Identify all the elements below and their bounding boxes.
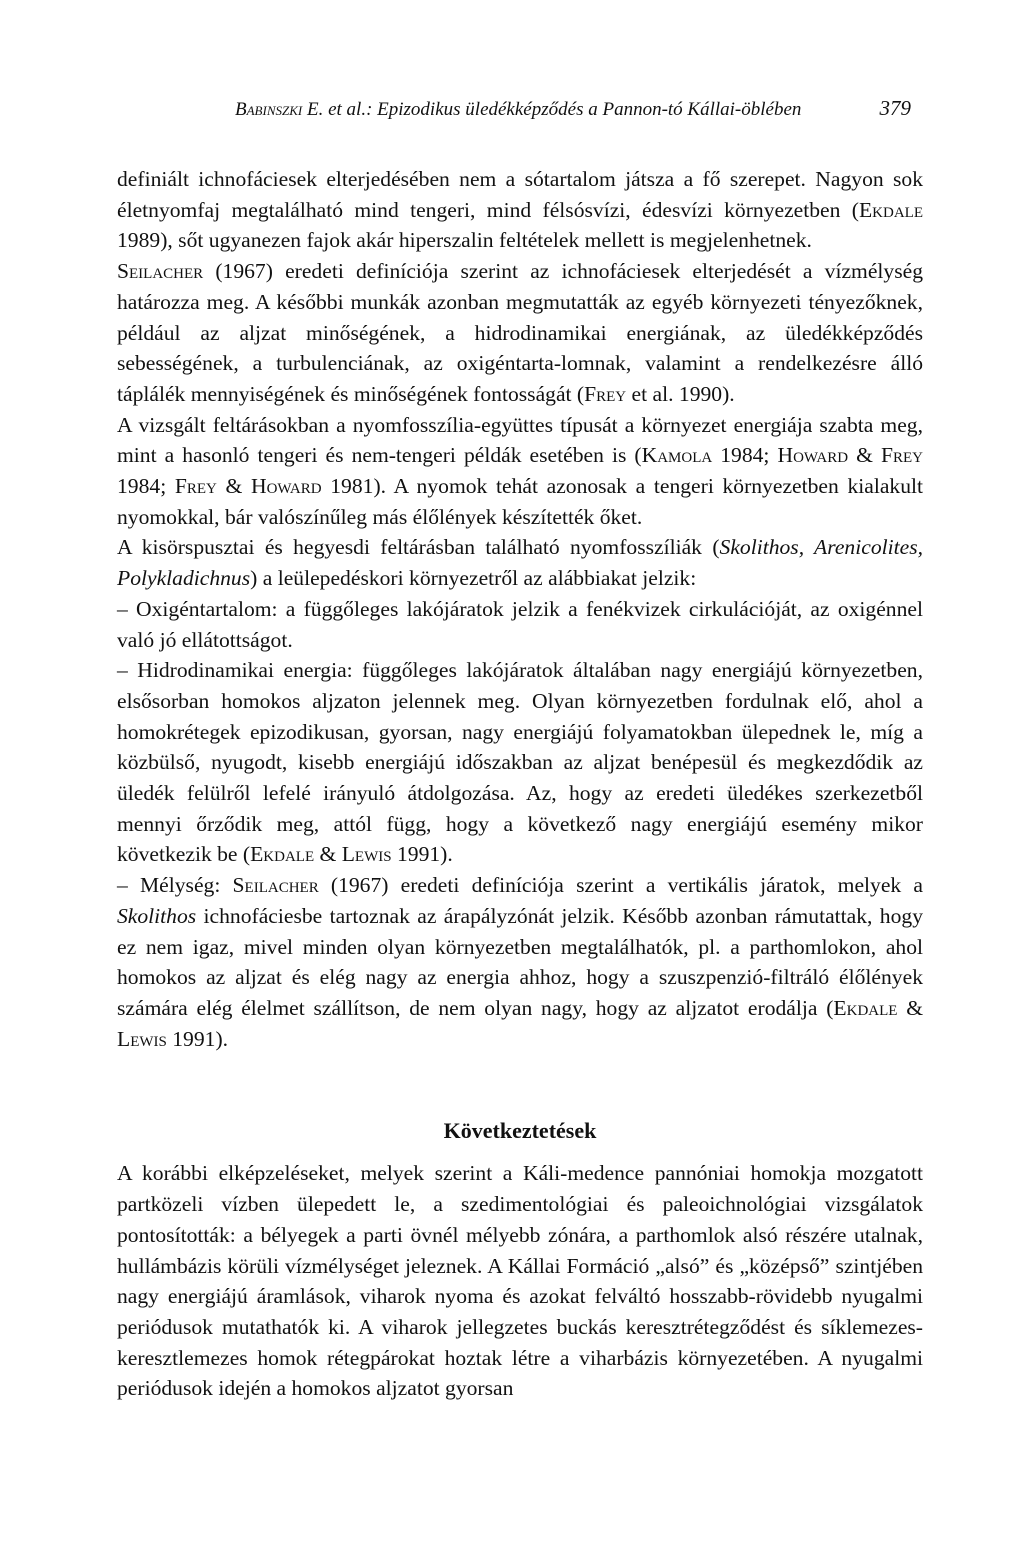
paragraph-3 bbox=[117, 410, 923, 533]
paragraph-4 bbox=[117, 532, 923, 593]
citation-author: Kamola bbox=[641, 443, 713, 468]
running-head-author-rest: E. et al.: bbox=[302, 99, 378, 120]
running-head-author: Babinszki bbox=[235, 99, 303, 120]
paragraph-4-text: A kisörspusztai és hegyesdi feltárásban található nyomfosszíliák ( bbox=[117, 535, 720, 560]
text-fragment: 1991). bbox=[391, 842, 453, 867]
citation-author: Ekdale bbox=[858, 197, 923, 222]
citation-author: Lewis bbox=[117, 1026, 167, 1051]
paragraph-4-end: ) a leülepedéskori környezetről az alábbiakat jelzik: bbox=[250, 566, 697, 591]
list-item-hydrodynamic bbox=[117, 655, 923, 870]
taxon-names: Skolithos, Arenicolites, Polykladichnus bbox=[117, 535, 923, 591]
paragraph-1 bbox=[117, 164, 923, 256]
taxon-name: Skolithos bbox=[117, 903, 197, 928]
running-head-title bbox=[235, 98, 801, 122]
paragraph-3-text: A vizsgált feltárásokban a nyomfosszília-együttes típusát a környezet energiája szabta meg, mint a hasonló tengeri és nem-tengeri példák esetében is ( bbox=[117, 412, 923, 468]
text-fragment: & bbox=[216, 474, 251, 499]
text-fragment: & bbox=[897, 995, 923, 1020]
text-fragment: 1991). bbox=[166, 1026, 229, 1051]
citation-author: Ekdale bbox=[250, 842, 315, 867]
text-fragment: & bbox=[314, 842, 342, 867]
citation-author: Seilacher bbox=[232, 873, 319, 898]
paragraph-3-end: 1981). A nyomok tehát azonosak a tengeri környezetben kialakult nyomokkal, bár valószínűleg más élőlények készítették őket. bbox=[117, 474, 924, 529]
paragraph-2-end: et al. 1990). bbox=[626, 381, 735, 406]
page bbox=[117, 98, 923, 1404]
citation-author: Frey bbox=[584, 381, 627, 406]
running-head bbox=[117, 98, 923, 128]
citation-author: Ekdale bbox=[833, 995, 898, 1020]
paragraph-2 bbox=[117, 256, 923, 410]
paragraph-1-text: definiált ichnofáciesek elterjedésében nem a sótartalom játsza a fő szerepet. Nagyon sok életnyomfaj megtalálható mind tengeri, mind félsósvízi, édesvízi környezetben ( bbox=[117, 167, 923, 222]
text-fragment: (1967) eredeti definíciója szerint a vertikális járatok, melyek a bbox=[318, 873, 923, 898]
text-fragment: ichnofáciesbe tartoznak az árapályzónát jelzik. Később azonban rámutattak, hogy ez nem igaz, mivel minden olyan környezetben megtalálhatók, pl. a parthomlokon, ahol homokos az aljzat és elég nagy az energia ahhoz, hogy a szuszpenzió-filtráló élőlények számára elég élelmet szállítson, de nem olyan nagy, hogy az aljzatot erodálja ( bbox=[117, 903, 923, 1020]
page-number: 379 bbox=[879, 96, 911, 120]
body-text bbox=[117, 164, 923, 1404]
citation-author: Frey bbox=[880, 443, 923, 468]
text-fragment: 1984; bbox=[712, 443, 778, 468]
section-heading: Következtetések bbox=[443, 1118, 597, 1144]
citation-author: Frey bbox=[174, 474, 217, 499]
paragraph-2-text: (1967) eredeti definíciója szerint az ichnofáciesek elterjedését a vízmélység határozza meg. A későbbi munkák azonban megmutatták az egyéb környezeti tényezőknek, például az aljzat minőségének, a hidrodinamikai energiának, az üledékképződés sebességének, a turbulenciának, az oxigéntarta-lomnak, valamint a rendelkezésre álló táplálék mennyiségének és minőségének fontosságát ( bbox=[117, 259, 923, 406]
list-item-depth-text: – Mélység: bbox=[117, 873, 233, 898]
list-item-oxygen: – Oxigéntartalom: a függőleges lakójáratok jelzik a fenékvizek cirkulációját, az oxigénnel való jó ellátottságot. bbox=[117, 596, 923, 652]
citation-author: Howard bbox=[251, 474, 322, 499]
citation-author: Howard bbox=[777, 443, 849, 468]
text-fragment: 1984; bbox=[117, 474, 175, 499]
list-item-hydrodynamic-text: – Hidrodinamikai energia: függőleges lakójáratok általában nagy energiájú környezetben, elsősorban homokos aljzaton jelennek meg. Olyan környezetben fordulnak elő, ahol a homokrétegek epizodikusan, gyorsan, nagy energiájú folyamatokban ülepednek le, míg a közbülső, nyugodt, kisebb energiájú időszakban az aljzat benépesül és megkezdődik az üledék felülről lefelé irányuló átdolgozása. Az, hogy az eredeti üledékes szerkezetből mennyi őrződik meg, attól függ, hogy a következő nagy energiájú esemény mikor következik be ( bbox=[117, 658, 923, 867]
citation-author: Seilacher bbox=[117, 259, 204, 284]
citation-author: Lewis bbox=[341, 842, 392, 867]
text-fragment: & bbox=[848, 443, 881, 468]
list-item-depth bbox=[117, 870, 923, 1054]
running-head-article-title: Epizodikus üledékképződés a Pannon-tó Kállai-öblében bbox=[377, 99, 802, 120]
paragraph-1-end: 1989), sőt ugyanezen fajok akár hiperszalin feltételek mellett is megjelenhetnek. bbox=[117, 228, 812, 253]
conclusions-paragraph: A korábbi elképzeléseket, melyek szerint a Káli-medence pannóniai homokja mozgatott partközeli vízben ülepedett le, a szedimentológiai és paleoichnológiai vizsgálatok pontosították: a bélyegek a parti övnél mélyebb zónára, a parthomlok alsó részére utalnak, hullámbázis körüli vízmélységet jeleznek. A Kállai Formáció „alsó” és „középső” szintjében nagy energiájú áramlások, viharok nyoma és azokat felváltó hosszabb-rövidebb nyugalmi periódusok mutathatók ki. A viharok jellegzetes buckás keresztrétegződést és síklemezes-keresztlemezes homok rétegpárokat hoztak létre a viharbázis környezetében. A nyugalmi periódusok idején a homokos aljzatot gyorsan bbox=[117, 1161, 923, 1401]
